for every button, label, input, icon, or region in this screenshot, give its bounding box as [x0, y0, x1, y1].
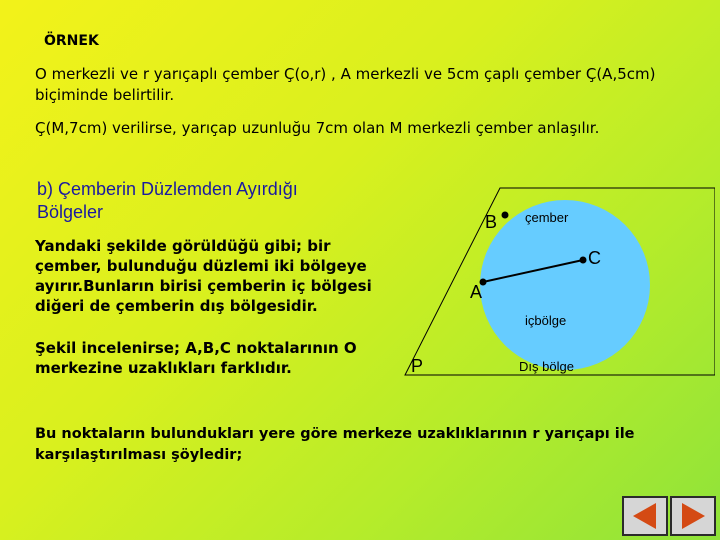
triangle-left-icon [624, 498, 666, 534]
label-a: A [470, 282, 483, 302]
label-b: B [485, 212, 498, 232]
circle-regions-diagram [395, 180, 715, 390]
definition-paragraph-1: O merkezli ve r yarıçaplı çember Ç(o,r) , A merkezli ve 5cm çaplı çember Ç(A,5cm) biçiminde belirtilir. [35, 65, 656, 104]
circle-shape [480, 200, 650, 370]
label-cember: çember [525, 210, 569, 225]
next-slide-button[interactable] [670, 496, 716, 536]
label-c: C [588, 248, 601, 268]
label-ic-bolge: içbölge [525, 313, 567, 328]
slide-title: ÖRNEK [44, 33, 99, 49]
point-b [502, 212, 509, 219]
comparison-paragraph: Bu noktaların bulundukları yere göre merkeze uzaklıklarının r yarıçapı ile karşılaştırılması şöyledir; [35, 426, 635, 463]
points-paragraph: Şekil incelenirse; A,B,C noktalarının O merkezine uzaklıkları farklıdır. [35, 339, 357, 377]
section-heading: b) Çemberin Düzlemden Ayırdığı Bölgeler [37, 179, 298, 222]
label-p: P [411, 356, 424, 376]
previous-slide-button[interactable] [622, 496, 668, 536]
definition-paragraph-2: Ç(M,7cm) verilirse, yarıçap uzunluğu 7cm olan M merkezli çember anlaşılır. [35, 119, 600, 137]
label-dis-bolge: Dış bölge [519, 359, 574, 374]
regions-paragraph: Yandaki şekilde görüldüğü gibi; bir çember, bulunduğu düzlemi iki bölgeye ayırır.Bunların birisi çemberin iç bölgesi diğeri de çemberin dış bölgesidir. [35, 237, 372, 315]
point-c [580, 257, 587, 264]
triangle-right-icon [672, 498, 714, 534]
